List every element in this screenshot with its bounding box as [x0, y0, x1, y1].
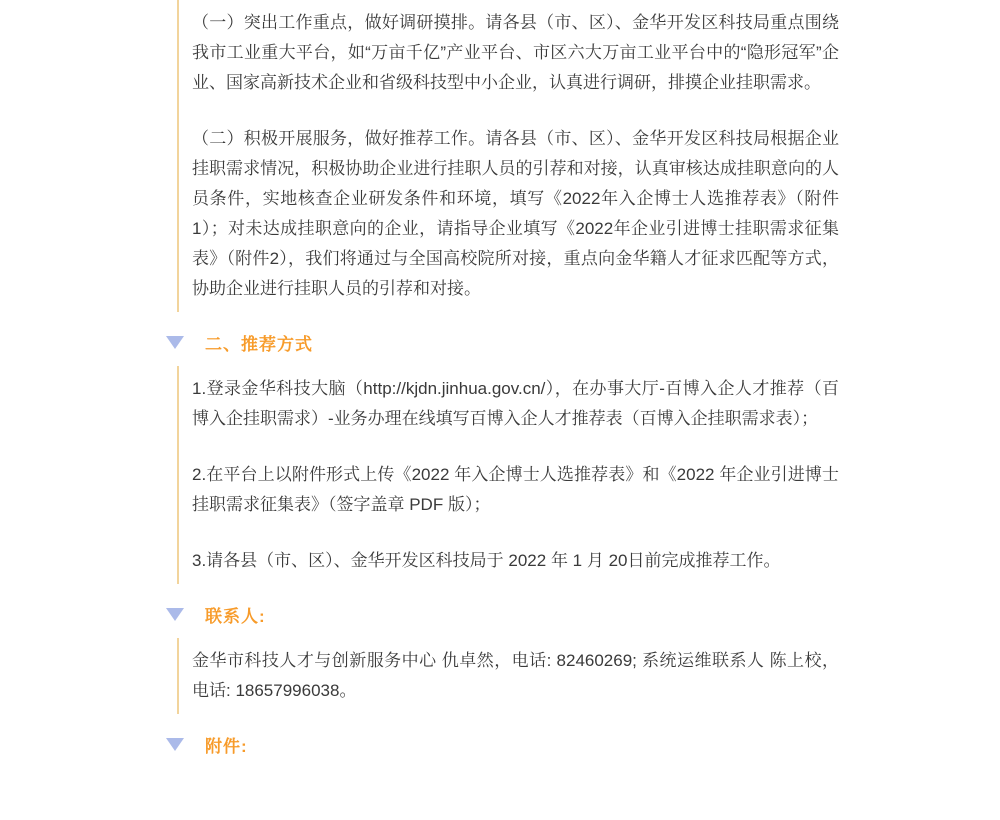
section-title-attachments: 附件:	[205, 736, 248, 756]
section-title-contact: 联系人:	[205, 606, 266, 626]
section-content-contact	[177, 638, 839, 714]
triangle-down-icon[interactable]	[166, 738, 184, 751]
step-deadline: 3.请各县（市、区）、金华开发区科技局于 2022 年 1 月 20日前完成推荐工作。	[192, 551, 781, 570]
paragraph-investigation: （一）突出工作重点，做好调研摸排。请各县（市、区）、金华开发区科技局重点围绕我市工业重大平台，如“万亩千亿”产业平台、市区六大万亩工业平台中的“隐形冠军”企业、国家高新技术企业和省级科技型中小企业，认真进行调研，排摸企业挂职需求。	[192, 13, 839, 92]
section-title-recommend-method: 二、推荐方式	[205, 334, 313, 354]
notice-document	[177, 0, 839, 768]
section-content-work-arrangement	[177, 0, 839, 312]
paragraph-recommendation-service: （二）积极开展服务，做好推荐工作。请各县（市、区）、金华开发区科技局根据企业挂职需求情况，积极协助企业进行挂职人员的引荐和对接，认真审核达成挂职意向的人员条件，实地核查企业研发条件和环境，填写《2022年入企博士人选推荐表》（附件1）；对未达成挂职意向的企业，请指导企业填写《2022年企业引进博士挂职需求征集表》（附件2），我们将通过与全国高校院所对接，重点向金华籍人才征求匹配等方式，协助企业进行挂职人员的引荐和对接。	[192, 129, 839, 298]
section-header-attachments[interactable]	[166, 734, 839, 754]
section-content-recommend-steps	[177, 366, 839, 584]
section-header-contact[interactable]	[166, 604, 839, 624]
contact-info: 金华市科技人才与创新服务中心 仇卓然，电话: 82460269; 系统运维联系人 陈上校，电话: 18657996038。	[192, 651, 839, 700]
step-login-platform: 1.登录金华科技大脑（http://kjdn.jinhua.gov.cn/），在办事大厅-百博入企人才推荐（百博入企挂职需求）-业务办理在线填写百博入企人才推荐表（百博入企挂职需求表）；	[192, 379, 839, 428]
triangle-down-icon[interactable]	[166, 608, 184, 621]
section-header-recommend-method[interactable]	[166, 332, 839, 352]
step-upload-attachments: 2.在平台上以附件形式上传《2022 年入企博士人选推荐表》和《2022 年企业引进博士挂职需求征集表》（签字盖章 PDF 版）；	[192, 465, 839, 514]
triangle-down-icon[interactable]	[166, 336, 184, 349]
